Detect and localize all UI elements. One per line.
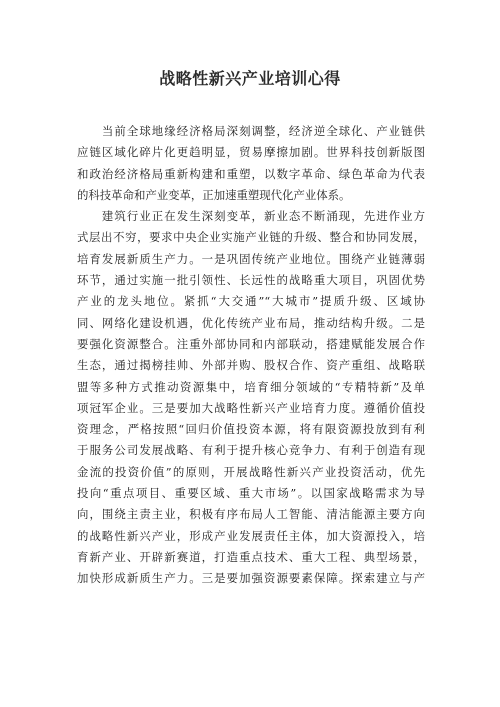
body-line: 于服务公司发展战略、有利于提升核心竞争力、有利于创造有现 xyxy=(77,443,425,458)
body-line: 环节，通过实施一批引领性、长远性的战略重大项目，巩固优势 xyxy=(77,273,425,288)
document-title: 战略性新兴产业培训心得 xyxy=(159,69,341,88)
body-line: 式层出不穷，要求中央企业实施产业链的升级、整合和协同发展， xyxy=(77,230,425,245)
body-line: 资理念，严格按照“回归价值投资本源，将有限资源投放到有利 xyxy=(77,422,425,437)
body-line: 同、网络化建设机遇，优化传统产业布局，推动结构升级。二是 xyxy=(77,315,425,330)
body-line: 的科技革命和产业变革，正加速重塑现代化产业体系。 xyxy=(77,187,351,202)
body-line: 向，围绕主责主业，积极有序布局人工智能、清洁能源主要方向 xyxy=(77,507,425,522)
body-line: 项冠军企业。三是要加大战略性新兴产业培育力度。遵循价值投 xyxy=(77,400,425,415)
body-line: 生态，通过揭榜挂帅、外部并购、股权合作、资产重组、战略联 xyxy=(77,358,425,373)
body-line: 培育发展新质生产力。一是巩固传统产业地位。围绕产业链薄弱 xyxy=(77,251,425,266)
body-line: 育新产业、开辟新赛道，打造重点技术、重大工程、典型场景， xyxy=(77,549,425,564)
body-line: 产业的龙头地位。紧抓“大交通”“大城市”提质升级、区域协 xyxy=(77,294,425,309)
body-line: 盟等多种方式推动资源集中，培育细分领域的“专精特新”及单 xyxy=(77,379,425,394)
body-line: 要强化资源整合。注重外部协同和内部联动，搭建赋能发展合作 xyxy=(77,336,425,351)
body-line: 应链区域化碎片化更趋明显，贸易摩擦加剧。世界科技创新版图 xyxy=(77,145,425,160)
body-line: 投向“重点项目、重要区域、重大市场”。以国家战略需求为导 xyxy=(77,486,425,501)
body-line: 建筑行业正在发生深刻变革，新业态不断涌现，先进作业方 xyxy=(77,209,425,224)
document-body xyxy=(77,121,425,590)
body-line: 的战略性新兴产业，形成产业发展责任主体，加大资源投入，培 xyxy=(77,528,425,543)
body-line: 加快形成新质生产力。三是要加强资源要素保障。探索建立与产 xyxy=(77,571,425,586)
body-line: 金流的投资价值”的原则，开展战略性新兴产业投资活动，优先 xyxy=(77,464,425,479)
body-line: 当前全球地缘经济格局深刻调整，经济逆全球化、产业链供 xyxy=(77,124,425,138)
body-line: 和政治经济格局重新构建和重塑，以数字革命、绿色革命为代表 xyxy=(77,166,425,181)
